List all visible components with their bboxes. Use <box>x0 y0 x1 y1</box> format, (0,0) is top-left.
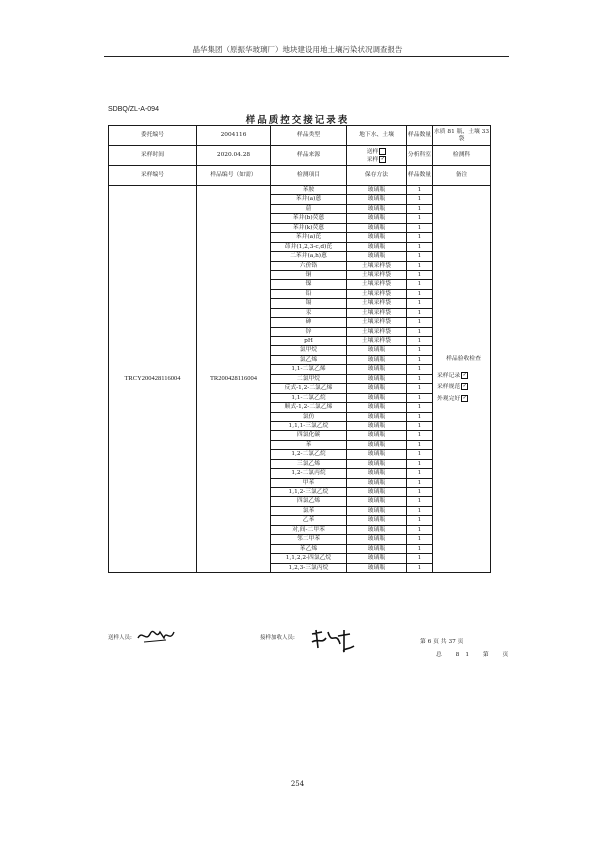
header-test-item: 检测项目 <box>271 166 347 186</box>
quantity-cell: 1 <box>407 318 433 327</box>
test-item-cell: 汞 <box>271 308 347 317</box>
source-option-delivered: 送样 <box>347 148 406 155</box>
header-quantity: 样品数量 <box>407 166 433 186</box>
test-item-cell: 四氯乙烯 <box>271 497 347 506</box>
test-item-cell: 铅 <box>271 289 347 298</box>
preservation-cell: 土壤采样袋 <box>347 318 407 327</box>
checkbox-sampled: ✓ <box>380 155 385 162</box>
test-item-cell: 二氯甲烷 <box>271 374 347 383</box>
test-item-cell: 乙苯 <box>271 516 347 525</box>
test-item-cell: 苯并(a)芘 <box>271 233 347 242</box>
handover-form-table <box>108 125 491 573</box>
header-preservation: 保存方法 <box>347 166 407 186</box>
table-row <box>109 186 491 195</box>
quantity-cell: 1 <box>407 365 433 374</box>
label-sample-count: 样品数量 <box>407 126 433 146</box>
test-item-cell: 邻二甲苯 <box>271 535 347 544</box>
preservation-cell: 玻璃瓶 <box>347 393 407 402</box>
preservation-cell: 玻璃瓶 <box>347 535 407 544</box>
test-item-cell: 1,1-二氯乙烷 <box>271 393 347 402</box>
test-item-cell: 三氯乙烯 <box>271 459 347 468</box>
preservation-cell: 玻璃瓶 <box>347 450 407 459</box>
header-remark: 备注 <box>433 166 491 186</box>
preservation-cell: 玻璃瓶 <box>347 421 407 430</box>
value-sample-type: 地下水、土壤 <box>347 126 407 146</box>
quantity-cell: 1 <box>407 355 433 364</box>
quantity-cell: 1 <box>407 478 433 487</box>
quantity-cell: 1 <box>407 261 433 270</box>
preservation-cell: 土壤采样袋 <box>347 299 407 308</box>
label-sample-type: 样品类型 <box>271 126 347 146</box>
quantity-cell: 1 <box>407 488 433 497</box>
test-item-cell: 1,2-二氯乙烷 <box>271 450 347 459</box>
quantity-cell: 1 <box>407 223 433 232</box>
test-item-cell: 镍 <box>271 280 347 289</box>
check-title: 样品验收检查 <box>446 355 481 362</box>
test-item-cell: 反式-1,2-二氯乙烯 <box>271 384 347 393</box>
preservation-cell: 土壤采样袋 <box>347 270 407 279</box>
quantity-cell: 1 <box>407 544 433 553</box>
quantity-cell: 1 <box>407 497 433 506</box>
quantity-cell: 1 <box>407 384 433 393</box>
quantity-cell: 1 <box>407 535 433 544</box>
quantity-cell: 1 <box>407 554 433 563</box>
quantity-cell: 1 <box>407 233 433 242</box>
checkbox-checked: ✓ <box>462 372 467 379</box>
document-id: SDBQ/ZL-A-094 <box>108 106 159 113</box>
preservation-cell: 玻璃瓶 <box>347 374 407 383</box>
preservation-cell: 玻璃瓶 <box>347 365 407 374</box>
checkbox-checked: ✓ <box>462 383 467 390</box>
page-number: 254 <box>290 780 305 788</box>
preservation-cell: 玻璃瓶 <box>347 469 407 478</box>
quantity-cell: 1 <box>407 403 433 412</box>
quantity-cell: 1 <box>407 242 433 251</box>
value-lab-dept: 检测科 <box>433 146 491 166</box>
test-item-cell: 䓛 <box>271 204 347 213</box>
test-item-cell: 苯并(a)蒽 <box>271 195 347 204</box>
value-sample-source <box>347 146 407 166</box>
preservation-cell: 土壤采样袋 <box>347 280 407 289</box>
preservation-cell: 玻璃瓶 <box>347 497 407 506</box>
preservation-cell: 土壤采样袋 <box>347 327 407 336</box>
test-item-cell: 六价铬 <box>271 261 347 270</box>
checkbox-checked: ✓ <box>462 394 467 401</box>
quantity-cell: 1 <box>407 299 433 308</box>
test-item-cell: 1,1-二氯乙烯 <box>271 365 347 374</box>
quantity-cell: 1 <box>407 327 433 336</box>
quantity-cell: 1 <box>407 516 433 525</box>
label-commission-no: 委托编号 <box>109 126 197 146</box>
sampling-no-cell: TRCY200428116004 <box>109 186 197 573</box>
quantity-cell: 1 <box>407 346 433 355</box>
test-item-cell: 1,1,1-三氯乙烷 <box>271 421 347 430</box>
label-sampling-time: 采样时间 <box>109 146 197 166</box>
preservation-cell: 玻璃瓶 <box>347 544 407 553</box>
report-header: 晶华集团（原振华玻璃厂）地块建设用地土壤污染状况调查报告 <box>192 45 403 54</box>
quantity-cell: 1 <box>407 563 433 572</box>
test-item-cell: 顺式-1,2-二氯乙烯 <box>271 403 347 412</box>
preservation-cell: 玻璃瓶 <box>347 346 407 355</box>
quantity-cell: 1 <box>407 214 433 223</box>
preservation-cell: 玻璃瓶 <box>347 431 407 440</box>
test-item-cell: 二苯并(a,h)蒽 <box>271 252 347 261</box>
preservation-cell: 玻璃瓶 <box>347 355 407 364</box>
preservation-cell: 土壤采样袋 <box>347 308 407 317</box>
test-item-cell: 苯并(b)荧蒽 <box>271 214 347 223</box>
test-item-cell: pH <box>271 337 347 346</box>
preservation-cell: 玻璃瓶 <box>347 204 407 213</box>
value-sampling-time: 2020.04.28 <box>197 146 271 166</box>
label-sample-source: 样品来源 <box>271 146 347 166</box>
preservation-cell: 玻璃瓶 <box>347 242 407 251</box>
test-item-cell: 苯乙烯 <box>271 544 347 553</box>
quantity-cell: 1 <box>407 393 433 402</box>
preservation-cell: 土壤采样袋 <box>347 337 407 346</box>
preservation-cell: 玻璃瓶 <box>347 516 407 525</box>
sample-no-cell: TR200428116004 <box>197 186 271 573</box>
test-item-cell: 镉 <box>271 299 347 308</box>
quantity-cell: 1 <box>407 440 433 449</box>
test-item-cell: 苯胺 <box>271 186 347 195</box>
quantity-cell: 1 <box>407 337 433 346</box>
preservation-cell: 玻璃瓶 <box>347 506 407 515</box>
quantity-cell: 1 <box>407 252 433 261</box>
quantity-cell: 1 <box>407 459 433 468</box>
quantity-cell: 1 <box>407 421 433 430</box>
quantity-cell: 1 <box>407 270 433 279</box>
sampler-signature <box>136 626 176 646</box>
header-sampling-no: 采样编号 <box>109 166 197 186</box>
preservation-cell: 玻璃瓶 <box>347 223 407 232</box>
quantity-cell: 1 <box>407 308 433 317</box>
quantity-cell: 1 <box>407 450 433 459</box>
test-item-cell: 氯苯 <box>271 506 347 515</box>
remark-check-item: 采样规范 ✓ <box>437 383 467 391</box>
receiver-label: 接样加收人员: <box>260 635 295 641</box>
remark-check-item: 采样记录 ✓ <box>437 372 467 380</box>
page-total-indicator: 总 81 第 页 <box>436 652 515 658</box>
preservation-cell: 玻璃瓶 <box>347 525 407 534</box>
quantity-cell: 1 <box>407 412 433 421</box>
receiver-signature <box>308 626 358 656</box>
preservation-cell: 玻璃瓶 <box>347 440 407 449</box>
preservation-cell: 玻璃瓶 <box>347 252 407 261</box>
preservation-cell: 玻璃瓶 <box>347 554 407 563</box>
test-item-cell: 茚并(1,2,3-c,d)芘 <box>271 242 347 251</box>
quantity-cell: 1 <box>407 374 433 383</box>
test-item-cell: 甲苯 <box>271 478 347 487</box>
quantity-cell: 1 <box>407 431 433 440</box>
preservation-cell: 玻璃瓶 <box>347 478 407 487</box>
preservation-cell: 土壤采样袋 <box>347 261 407 270</box>
preservation-cell: 玻璃瓶 <box>347 403 407 412</box>
test-item-cell: 1,2,3-三氯丙烷 <box>271 563 347 572</box>
remarks-list <box>433 356 490 403</box>
remark-check-item: 外观完好 ✓ <box>437 394 467 402</box>
remarks-cell <box>433 186 491 573</box>
test-item-cell: 砷 <box>271 318 347 327</box>
preservation-cell: 玻璃瓶 <box>347 563 407 572</box>
value-commission-no: 2004116 <box>197 126 271 146</box>
test-item-cell: 1,2-二氯丙烷 <box>271 469 347 478</box>
checkbox-delivered <box>379 148 386 155</box>
sampler-label: 送样人员: <box>108 635 132 641</box>
quantity-cell: 1 <box>407 469 433 478</box>
test-item-cell: 氯甲烷 <box>271 346 347 355</box>
quantity-cell: 1 <box>407 204 433 213</box>
test-item-cell: 四氯化碳 <box>271 431 347 440</box>
preservation-cell: 玻璃瓶 <box>347 459 407 468</box>
preservation-cell: 土壤采样袋 <box>347 289 407 298</box>
preservation-cell: 玻璃瓶 <box>347 195 407 204</box>
header-sample-no: 样品编号（如需） <box>197 166 271 186</box>
header-rule <box>104 56 509 57</box>
preservation-cell: 玻璃瓶 <box>347 214 407 223</box>
label-lab-dept: 分析科室 <box>407 146 433 166</box>
quantity-cell: 1 <box>407 506 433 515</box>
test-item-cell: 锌 <box>271 327 347 336</box>
form-title: 样品质控交接记录表 <box>245 115 350 126</box>
test-item-cell: 氯乙烯 <box>271 355 347 364</box>
page-indicator: 第 6 页 共 37 页 <box>420 639 464 645</box>
test-item-cell: 1,1,2,2-四氯乙烷 <box>271 554 347 563</box>
preservation-cell: 玻璃瓶 <box>347 186 407 195</box>
source-option-sampled: 采样 ✓ <box>366 155 385 163</box>
preservation-cell: 玻璃瓶 <box>347 384 407 393</box>
quantity-cell: 1 <box>407 195 433 204</box>
test-item-cell: 苯并(k)荧蒽 <box>271 223 347 232</box>
quantity-cell: 1 <box>407 289 433 298</box>
quantity-cell: 1 <box>407 280 433 289</box>
preservation-cell: 玻璃瓶 <box>347 233 407 242</box>
preservation-cell: 玻璃瓶 <box>347 412 407 421</box>
preservation-cell: 玻璃瓶 <box>347 488 407 497</box>
quantity-cell: 1 <box>407 186 433 195</box>
test-item-cell: 氯仿 <box>271 412 347 421</box>
value-sample-count: 水质 81 瓶、土壤 33 袋 <box>433 126 491 146</box>
test-item-cell: 1,1,2-三氯乙烷 <box>271 488 347 497</box>
quantity-cell: 1 <box>407 525 433 534</box>
test-item-cell: 苯 <box>271 440 347 449</box>
test-item-cell: 铜 <box>271 270 347 279</box>
test-item-cell: 对,间-二甲苯 <box>271 525 347 534</box>
